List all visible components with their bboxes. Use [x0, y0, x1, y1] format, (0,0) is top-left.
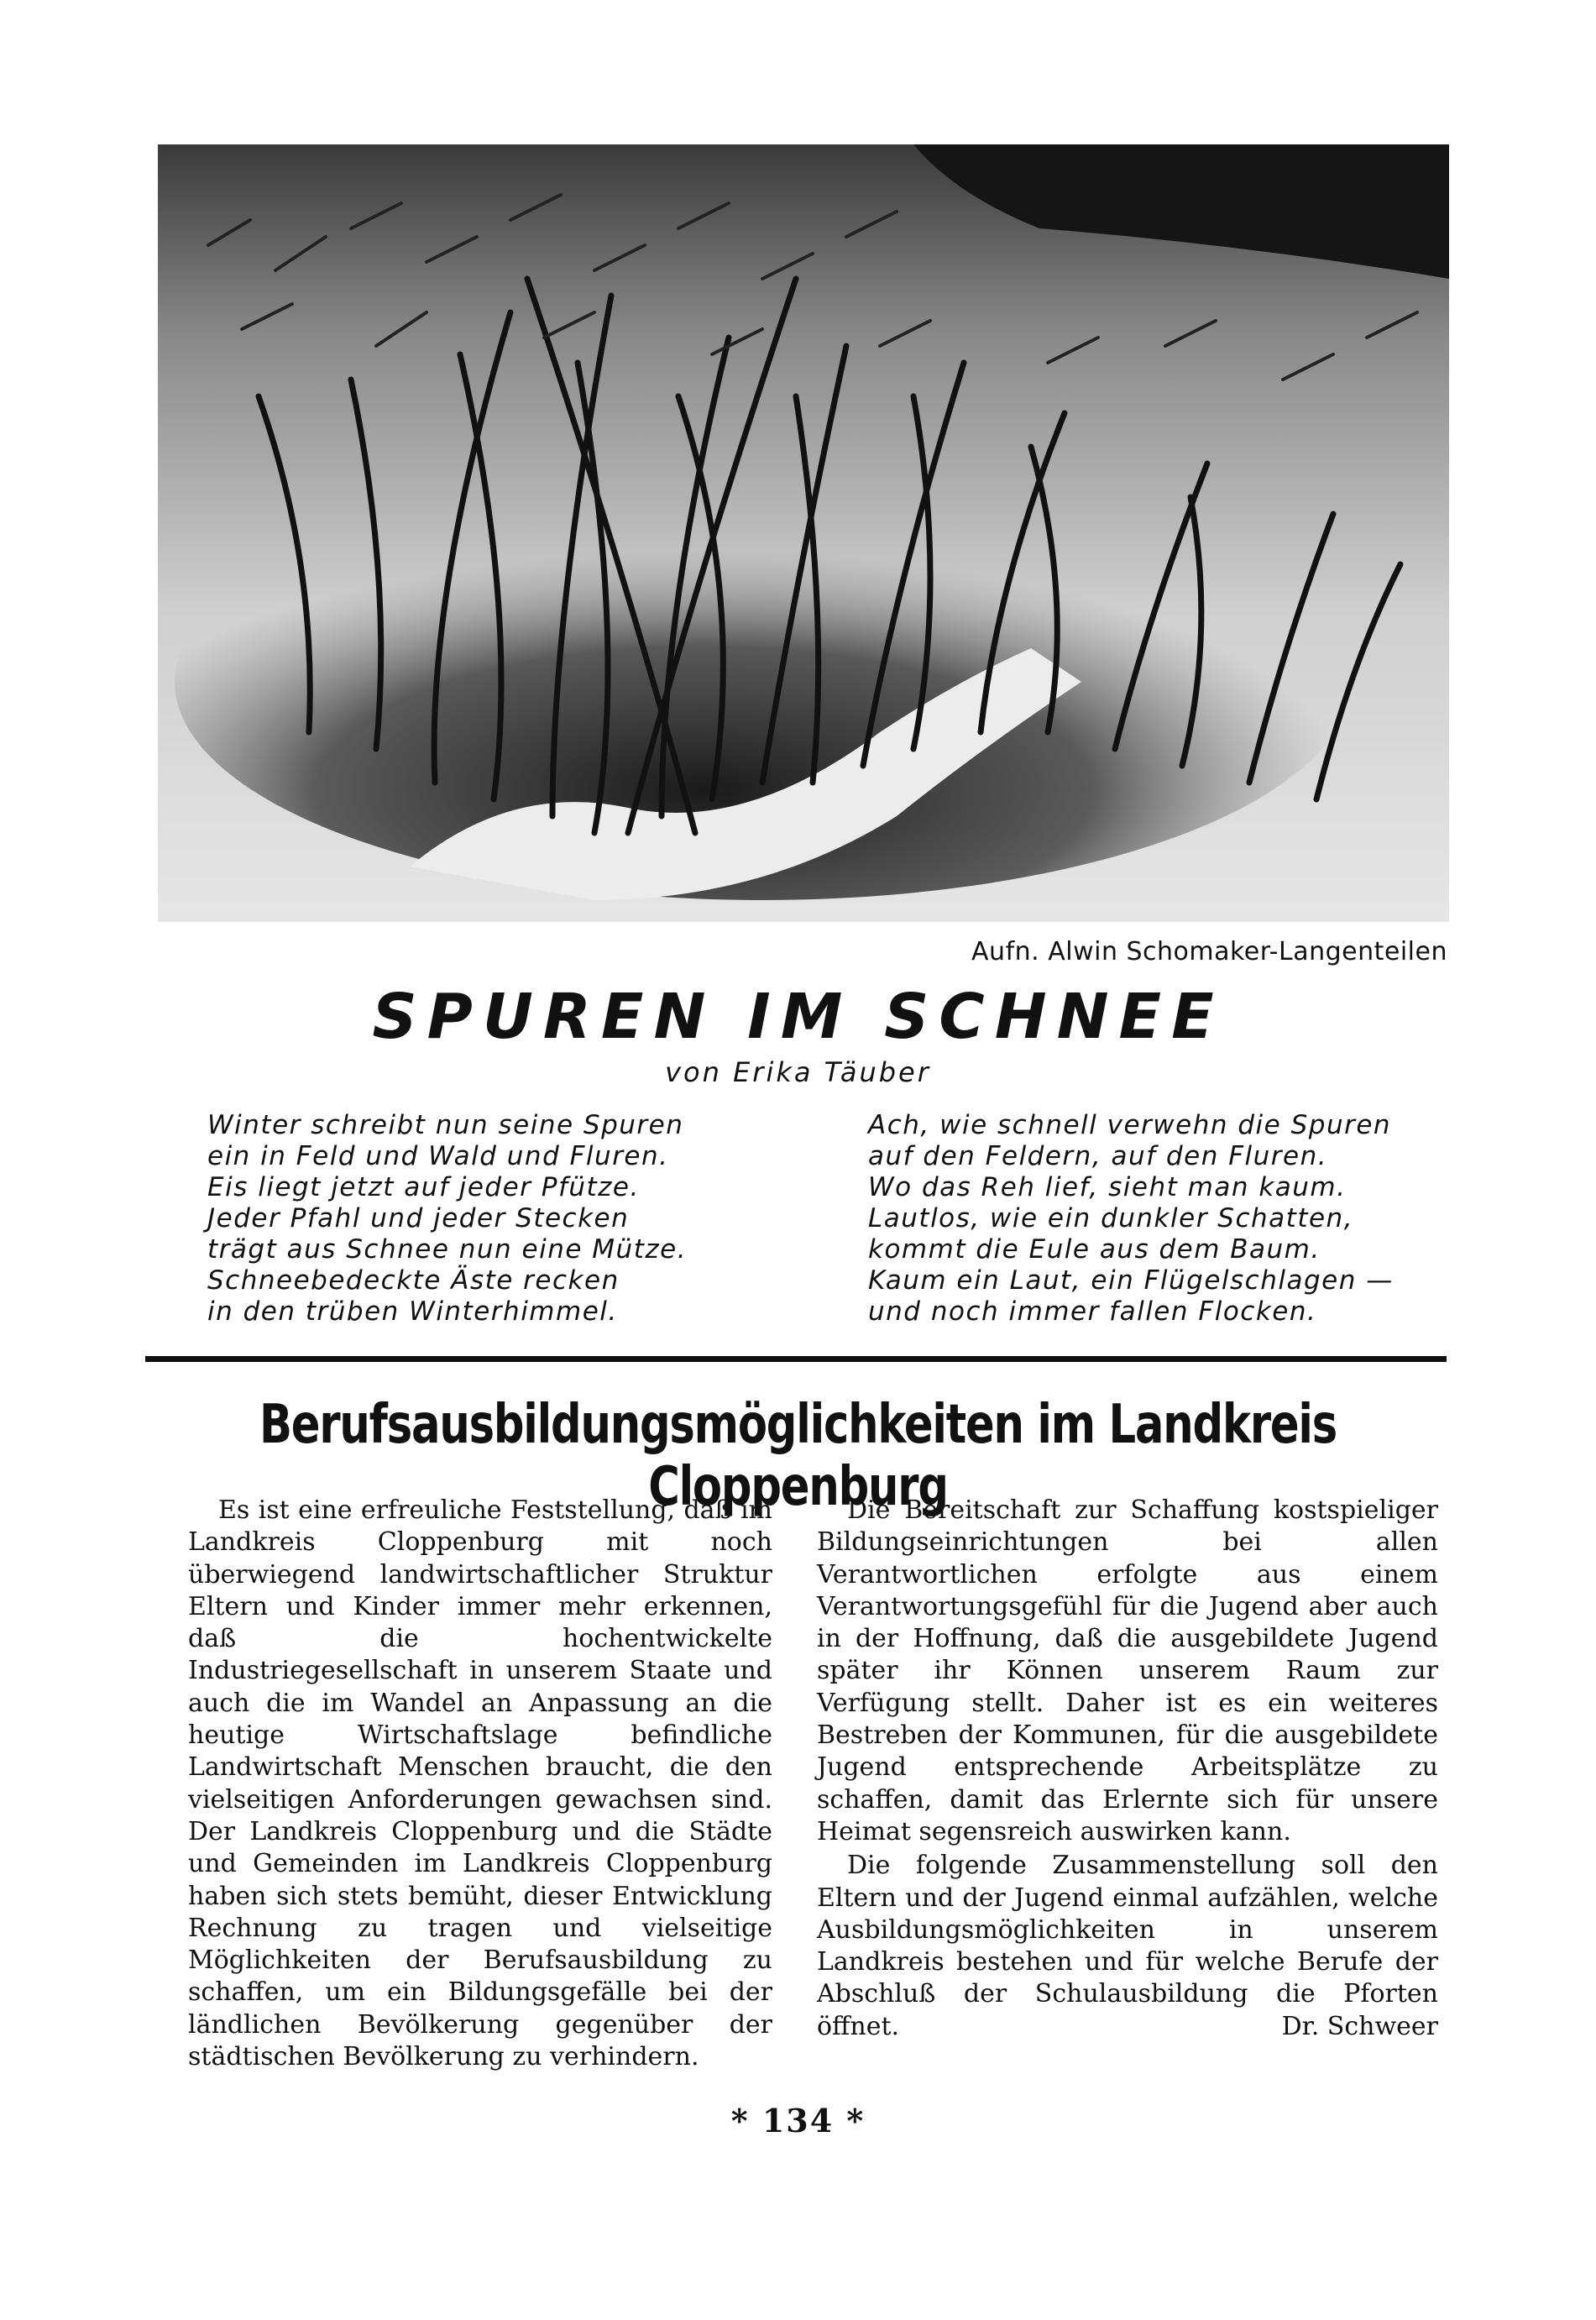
article-signature: Dr. Schweer	[1281, 2012, 1438, 2042]
verse-line: Lautlos, wie ein dunkler Schatten,	[868, 1203, 1354, 1233]
verse-line: Eis liegt jetzt auf jeder Pfütze.	[207, 1172, 640, 1202]
section-divider	[145, 1356, 1447, 1362]
poem-title: SPUREN IM SCHNEE	[372, 981, 1224, 1053]
verse-line: Kaum ein Laut, ein Flügelschlagen —	[868, 1265, 1394, 1296]
verse-line: ein in Feld und Wald und Fluren.	[207, 1141, 669, 1171]
reed-snow-photo	[158, 144, 1449, 922]
verse-line: kommt die Eule aus dem Baum.	[868, 1234, 1321, 1265]
article-column-left	[188, 1495, 772, 2073]
verse-line: und noch immer fallen Flocken.	[868, 1296, 1317, 1327]
photo-illustration	[158, 144, 1449, 922]
verse-line: Jeder Pfahl und jeder Stecken	[207, 1203, 630, 1233]
poem-stanza-right	[868, 1110, 1394, 1328]
verse-line: Wo das Reh lief, sieht man kaum.	[868, 1172, 1347, 1202]
verse-line: in den trüben Winterhimmel.	[207, 1296, 618, 1327]
verse-line: Winter schreibt nun seine Spuren	[207, 1110, 684, 1140]
verse-line: Schneebedeckte Äste recken	[207, 1265, 620, 1296]
verse-line: trägt aus Schnee nun eine Mütze.	[207, 1234, 688, 1265]
article-paragraph: Die Bereitschaft zur Schaffung kostspieliger Bildungseinrichtungen bei allen Verantwortlichen erfolgte aus einem Verantwortungsgefühl für die Jugend aber auch in der Hoffnung, daß die ausgebildete Jugend später ihr Können unserem Raum zur Verfügung stellt. Daher ist es ein weiteres Bestreben der Kommunen, für die ausgebildete Jugend entsprechende Arbeitsplätze zu schaffen, damit das Erlernte sich für unsere Heimat segensreich auswirken kann.	[817, 1495, 1438, 1846]
article-paragraph: Es ist eine erfreuliche Feststellung, daß im Landkreis Cloppenburg mit noch überwiegend landwirtschaftlicher Struktur Eltern und Kinder immer mehr erkennen, daß die hochentwickelte Industriegesellschaft in unserem Staate und auch die im Wandel an Anpassung an die heutige Wirtschaftslage befindliche Landwirtschaft Menschen braucht, die den vielseitigen Anforderungen gewachsen sind. Der Landkreis Cloppenburg und die Städte und Gemeinden im Landkreis Cloppenburg haben sich stets bemüht, dieser Entwicklung Rechnung zu tragen und vielseitige Möglichkeiten der Berufsausbildung zu schaffen, um ein Bildungsgefälle bei der ländlichen Bevölkerung gegenüber der städtischen Bevölkerung zu verhindern.	[188, 1495, 772, 2072]
verse-line: Ach, wie schnell verwehn die Spuren	[868, 1110, 1392, 1140]
article-title: Berufsausbildungsmöglichkeiten im Landkreis Cloppenburg	[259, 1394, 1337, 1518]
verse-line: auf den Feldern, auf den Fluren.	[868, 1141, 1328, 1171]
photo-credit: Aufn. Alwin Schomaker-Langenteilen	[971, 937, 1447, 966]
poem-author: von Erika Täuber	[665, 1056, 931, 1088]
article-paragraph: Die folgende Zusammenstellung soll den Eltern und der Jugend einmal aufzählen, welche Ausbildungsmöglichkeiten in unserem Landkreis bestehen und für welche Berufe der Abschluß der Schulausbildung die Pforten öffnet.	[817, 1851, 1438, 2041]
page-number: * 134 *	[730, 2102, 866, 2139]
article-column-right	[817, 1495, 1438, 2043]
poem-stanza-left	[207, 1110, 687, 1328]
